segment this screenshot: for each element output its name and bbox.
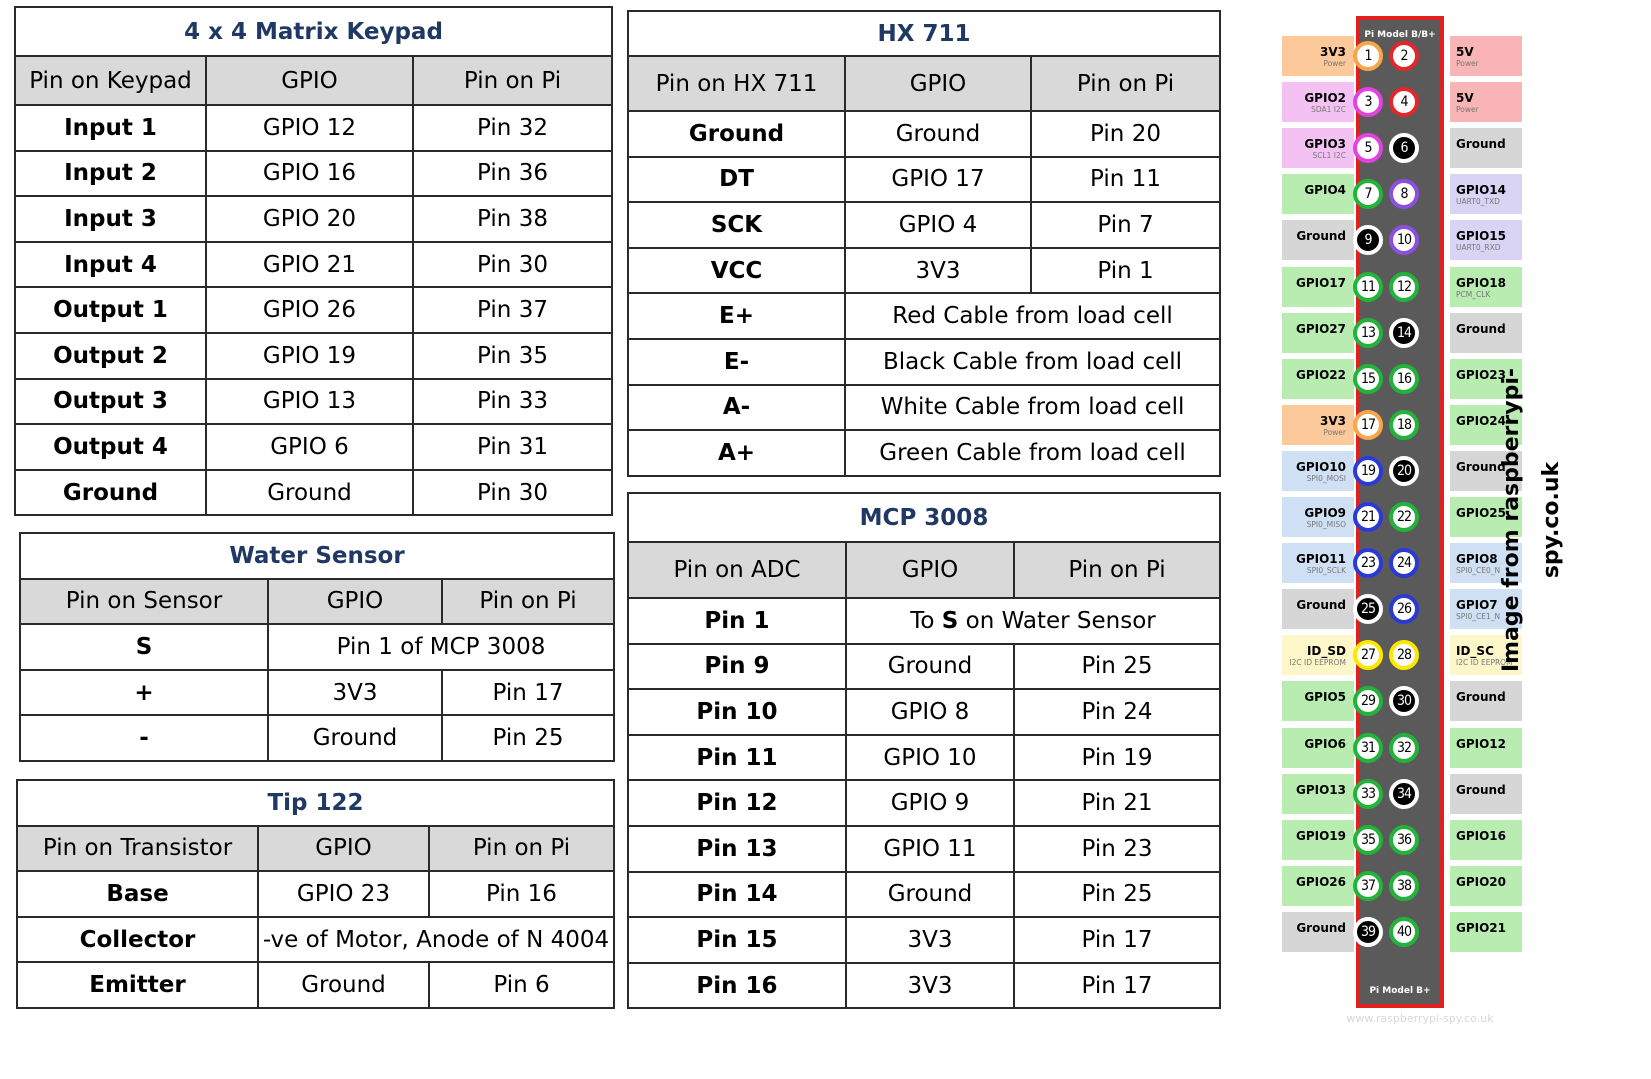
pin-37: 37 (1353, 871, 1383, 901)
pin-38: 38 (1389, 871, 1419, 901)
pin-39: 39 (1353, 917, 1383, 947)
keypad-pin-cell: Output 3 (15, 379, 206, 425)
pin-31: 31 (1353, 733, 1383, 763)
pin-name: Ground (1296, 920, 1346, 935)
pin-name: GPIO15 (1456, 229, 1507, 244)
water-pin-cell: + (20, 670, 268, 716)
pin-function: SPI0_CE0_N (1456, 566, 1501, 576)
mcp-gpio-cell: GPIO 11 (846, 826, 1014, 872)
pin-function: SPI0_CE1_N (1456, 612, 1501, 622)
keypad-table (14, 6, 613, 516)
keypad-pin-cell: Output 1 (15, 287, 206, 333)
tip-pin-cell: Emitter (17, 962, 258, 1008)
table-row (628, 735, 1220, 781)
pin-function: UART0_TXD (1456, 197, 1500, 207)
table-row (17, 917, 614, 963)
watermark-text: www.raspberrypi-spy.co.uk (1346, 1012, 1494, 1025)
hx711-table (627, 10, 1221, 477)
mcp-pi-cell: Pin 25 (1014, 872, 1220, 918)
mcp-pin-cell: Pin 10 (628, 689, 846, 735)
pin-label-left (1282, 267, 1354, 307)
pin-function: Power (1323, 427, 1346, 437)
pin-label-left (1282, 128, 1354, 168)
keypad-pi-cell: Pin 31 (413, 424, 612, 470)
pin-23: 23 (1353, 548, 1383, 578)
pin-22: 22 (1389, 502, 1419, 532)
hx-pi-cell: Pin 20 (1031, 111, 1220, 157)
pin-name: GPIO11 (1295, 552, 1346, 567)
hx-cable-cell: Red Cable from load cell (845, 293, 1220, 339)
pin-29: 29 (1353, 686, 1383, 716)
hx-header-gpio: GPIO (845, 56, 1031, 111)
pin-name: GPIO7 (1456, 598, 1498, 613)
pin-name: GPIO10 (1295, 459, 1346, 474)
pin-function: PCM_CLK (1456, 289, 1491, 299)
pin-5: 5 (1353, 133, 1383, 163)
hx-pin-cell: Ground (628, 111, 845, 157)
pin-name: 5V (1456, 45, 1474, 59)
pin-32: 32 (1389, 733, 1419, 763)
pin-7: 7 (1353, 179, 1383, 209)
tip-pi-cell: Pin 16 (429, 871, 614, 917)
pin-2: 2 (1389, 41, 1419, 71)
pin-name: ID_SD (1306, 644, 1346, 659)
pin-function: SPI0_MOSI (1306, 473, 1346, 483)
pin-function: SPI0_SCLK (1306, 566, 1346, 576)
table-row (628, 430, 1220, 476)
mcp-connection-cell (846, 598, 1220, 644)
hx-pi-cell: Pin 7 (1031, 202, 1220, 248)
pin-function: I2C ID EEPROM (1289, 658, 1346, 668)
pin-name: GPIO8 (1456, 552, 1498, 567)
mcp-pin-cell: Pin 1 (628, 598, 846, 644)
hx-gpio-cell: GPIO 17 (845, 157, 1031, 203)
hx-pin-cell: VCC (628, 248, 845, 294)
pin-name: GPIO5 (1304, 690, 1346, 705)
tip-header-gpio: GPIO (258, 826, 429, 872)
table-row (15, 242, 612, 288)
pin-label-left (1282, 543, 1354, 583)
pin-label-right (1450, 174, 1522, 214)
table-row (628, 963, 1220, 1009)
pin-4: 4 (1389, 87, 1419, 117)
keypad-gpio-cell: Ground (206, 470, 413, 516)
table-row (20, 624, 614, 670)
table-row (628, 202, 1220, 248)
keypad-gpio-cell: GPIO 6 (206, 424, 413, 470)
tip-pin-cell: Collector (17, 917, 258, 963)
pin-label-left (1282, 774, 1354, 814)
table-row (15, 424, 612, 470)
pin-name: GPIO9 (1304, 506, 1346, 520)
keypad-gpio-cell: GPIO 16 (206, 151, 413, 197)
keypad-gpio-cell: GPIO 19 (206, 333, 413, 379)
pin-name: GPIO13 (1295, 782, 1346, 797)
mcp-pi-cell: Pin 17 (1014, 963, 1220, 1009)
hx-pi-cell: Pin 1 (1031, 248, 1220, 294)
mcp-gpio-cell: Ground (846, 644, 1014, 690)
pin-label-left (1282, 36, 1354, 76)
hx-pin-cell: SCK (628, 202, 845, 248)
hx-gpio-cell: Ground (845, 111, 1031, 157)
pin-label-left (1282, 912, 1354, 952)
pin-name: GPIO18 (1456, 275, 1507, 290)
keypad-pi-cell: Pin 38 (413, 196, 612, 242)
keypad-header-gpio: GPIO (206, 56, 413, 105)
pin-label-right (1450, 774, 1522, 814)
pin-26: 26 (1389, 594, 1419, 624)
board-top-label: Pi Model B/B+ (1364, 30, 1436, 40)
mcp-gpio-cell: 3V3 (846, 917, 1014, 963)
mcp-gpio-cell: GPIO 9 (846, 780, 1014, 826)
pin-18: 18 (1389, 410, 1419, 440)
table-row (628, 385, 1220, 431)
water-pin-cell: S (20, 624, 268, 670)
table-row (628, 689, 1220, 735)
table-row (17, 962, 614, 1008)
pin-function: UART0_RXD (1456, 243, 1501, 253)
pin-name: 3V3 (1320, 45, 1346, 59)
hx-cable-cell: Black Cable from load cell (845, 339, 1220, 385)
water-header-pi: Pin on Pi (442, 579, 614, 625)
pin-label-right (1450, 220, 1522, 260)
mcp-connection-post: on Water Sensor (958, 607, 1156, 634)
mcp-pin-cell: Pin 13 (628, 826, 846, 872)
table-row (628, 780, 1220, 826)
hx-title: HX 711 (628, 11, 1220, 56)
pin-label-right (1450, 36, 1522, 76)
pin-label-left (1282, 681, 1354, 721)
pin-1: 1 (1353, 41, 1383, 71)
water-pin-cell: - (20, 715, 268, 761)
mcp-header-pi: Pin on Pi (1014, 542, 1220, 598)
pin-name: Ground (1296, 229, 1346, 244)
pin-name: GPIO16 (1456, 828, 1507, 843)
pin-27: 27 (1353, 640, 1383, 670)
pin-label-left (1282, 866, 1354, 906)
tip-gpio-cell: Ground (258, 962, 429, 1008)
table-row (628, 644, 1220, 690)
pin-name: GPIO14 (1456, 183, 1507, 198)
pin-label-left (1282, 728, 1354, 768)
pin-name: Ground (1456, 321, 1506, 336)
keypad-pi-cell: Pin 32 (413, 105, 612, 151)
pin-label-left (1282, 82, 1354, 122)
pin-label-left (1282, 497, 1354, 537)
pin-function: SDA1 I2C (1311, 105, 1346, 115)
pin-13: 13 (1353, 318, 1383, 348)
pin-label-right (1450, 912, 1522, 952)
hx-pin-cell: A- (628, 385, 845, 431)
table-row (628, 111, 1220, 157)
tip-gpio-cell: GPIO 23 (258, 871, 429, 917)
keypad-pi-cell: Pin 30 (413, 470, 612, 516)
pin-15: 15 (1353, 364, 1383, 394)
pin-30: 30 (1389, 686, 1419, 716)
pin-12: 12 (1389, 272, 1419, 302)
pin-name: GPIO12 (1456, 736, 1507, 751)
table-row (628, 248, 1220, 294)
water-gpio-cell: 3V3 (268, 670, 442, 716)
pin-name: GPIO27 (1295, 321, 1346, 336)
pin-name: GPIO6 (1304, 736, 1346, 751)
pin-11: 11 (1353, 272, 1383, 302)
pin-function: I2C ID EEPROM (1456, 658, 1513, 668)
table-row (15, 379, 612, 425)
table-row (628, 872, 1220, 918)
pin-24: 24 (1389, 548, 1419, 578)
mcp-header-gpio: GPIO (846, 542, 1014, 598)
keypad-pin-cell: Output 4 (15, 424, 206, 470)
pin-16: 16 (1389, 364, 1419, 394)
tip-connection-cell: -ve of Motor, Anode of N 4004 (258, 917, 614, 963)
hx-pin-cell: E- (628, 339, 845, 385)
pin-19: 19 (1353, 456, 1383, 486)
pin-17: 17 (1353, 410, 1383, 440)
pin-6: 6 (1389, 133, 1419, 163)
keypad-title: 4 x 4 Matrix Keypad (15, 7, 612, 56)
mcp-pi-cell: Pin 19 (1014, 735, 1220, 781)
keypad-pin-cell: Ground (15, 470, 206, 516)
hx-header-pi: Pin on Pi (1031, 56, 1220, 111)
water-gpio-cell: Ground (268, 715, 442, 761)
hx-header-pin: Pin on HX 711 (628, 56, 845, 111)
mcp-header-pin: Pin on ADC (628, 542, 846, 598)
pin-name: GPIO3 (1304, 137, 1346, 152)
table-row (628, 293, 1220, 339)
table-row (15, 287, 612, 333)
table-row (628, 826, 1220, 872)
pin-name: GPIO4 (1304, 183, 1346, 198)
pin-3: 3 (1353, 87, 1383, 117)
keypad-gpio-cell: GPIO 13 (206, 379, 413, 425)
table-row (20, 715, 614, 761)
mcp-gpio-cell: GPIO 10 (846, 735, 1014, 781)
pin-name: GPIO23 (1456, 367, 1507, 382)
mcp-pin-cell: Pin 15 (628, 917, 846, 963)
pin-name: 5V (1456, 91, 1474, 106)
hx-pin-cell: DT (628, 157, 845, 203)
table-row (15, 470, 612, 516)
pin-label-left (1282, 589, 1354, 629)
keypad-gpio-cell: GPIO 21 (206, 242, 413, 288)
hx-cable-cell: Green Cable from load cell (845, 430, 1220, 476)
pin-label-left (1282, 635, 1354, 675)
table-row (15, 151, 612, 197)
mcp-pi-cell: Pin 21 (1014, 780, 1220, 826)
pin-label-left (1282, 359, 1354, 399)
mcp-pi-cell: Pin 25 (1014, 644, 1220, 690)
water-pi-cell: Pin 17 (442, 670, 614, 716)
pin-name: Ground (1296, 598, 1346, 613)
tip-pin-cell: Base (17, 871, 258, 917)
water-header-gpio: GPIO (268, 579, 442, 625)
table-row (20, 670, 614, 716)
pin-function: SCL1 I2C (1312, 151, 1346, 161)
mcp-pi-cell: Pin 24 (1014, 689, 1220, 735)
keypad-header-pi: Pin on Pi (413, 56, 612, 105)
pin-name: GPIO26 (1295, 874, 1346, 889)
pin-label-right (1450, 128, 1522, 168)
keypad-pin-cell: Input 3 (15, 196, 206, 242)
pin-name: GPIO25 (1456, 506, 1507, 520)
pin-label-left (1282, 405, 1354, 445)
table-row (15, 196, 612, 242)
water-header-pin: Pin on Sensor (20, 579, 268, 625)
pin-14: 14 (1389, 318, 1419, 348)
keypad-gpio-cell: GPIO 20 (206, 196, 413, 242)
keypad-gpio-cell: GPIO 26 (206, 287, 413, 333)
mcp-pin-cell: Pin 14 (628, 872, 846, 918)
pin-8: 8 (1389, 179, 1419, 209)
mcp-pin-cell: Pin 9 (628, 644, 846, 690)
mcp-title: MCP 3008 (628, 493, 1220, 542)
pin-name: ID_SC (1456, 644, 1494, 659)
mcp-gpio-cell: GPIO 8 (846, 689, 1014, 735)
table-row (628, 157, 1220, 203)
mcp-pin-cell: Pin 16 (628, 963, 846, 1009)
water-connection-cell: Pin 1 of MCP 3008 (268, 624, 614, 670)
pin-label-right (1450, 728, 1522, 768)
keypad-pin-cell: Output 2 (15, 333, 206, 379)
table-row (15, 105, 612, 151)
pin-name: GPIO20 (1456, 874, 1507, 889)
mcp3008-table (627, 492, 1221, 1009)
pin-name: Ground (1456, 137, 1506, 152)
water-pi-cell: Pin 25 (442, 715, 614, 761)
pin-label-right (1450, 820, 1522, 860)
pin-function: Power (1456, 59, 1479, 68)
pin-function: Power (1456, 105, 1479, 115)
keypad-pi-cell: Pin 30 (413, 242, 612, 288)
keypad-pi-cell: Pin 36 (413, 151, 612, 197)
hx-pin-cell: A+ (628, 430, 845, 476)
mcp-gpio-cell: 3V3 (846, 963, 1014, 1009)
pin-40: 40 (1389, 917, 1419, 947)
board-bottom-label: Pi Model B+ (1369, 986, 1431, 996)
table-row (17, 871, 614, 917)
hx-pi-cell: Pin 11 (1031, 157, 1220, 203)
hx-pin-cell: E+ (628, 293, 845, 339)
pin-label-left (1282, 174, 1354, 214)
pin-25: 25 (1353, 594, 1383, 624)
pin-34: 34 (1389, 779, 1419, 809)
pin-21: 21 (1353, 502, 1383, 532)
pin-label-right (1450, 866, 1522, 906)
gpio-header-diagram (1282, 14, 1522, 1014)
pin-label-left (1282, 220, 1354, 260)
tip122-table (16, 779, 615, 1009)
pin-9: 9 (1353, 225, 1383, 255)
pin-name: GPIO19 (1295, 828, 1346, 843)
pin-name: GPIO2 (1304, 91, 1346, 106)
pin-36: 36 (1389, 825, 1419, 855)
pin-name: GPIO21 (1456, 920, 1507, 935)
pin-function: SPI0_MISO (1306, 520, 1346, 529)
pin-name: GPIO17 (1295, 275, 1346, 290)
mcp-pin-cell: Pin 11 (628, 735, 846, 781)
keypad-header-pin: Pin on Keypad (15, 56, 206, 105)
tip-pi-cell: Pin 6 (429, 962, 614, 1008)
water-sensor-table (19, 532, 615, 762)
pin-20: 20 (1389, 456, 1419, 486)
hx-gpio-cell: 3V3 (845, 248, 1031, 294)
table-row (628, 917, 1220, 963)
table-row (628, 339, 1220, 385)
mcp-gpio-cell: Ground (846, 872, 1014, 918)
pin-28: 28 (1389, 640, 1419, 670)
pin-label-left (1282, 820, 1354, 860)
keypad-pi-cell: Pin 37 (413, 287, 612, 333)
tip-header-pin: Pin on Transistor (17, 826, 258, 872)
keypad-pi-cell: Pin 35 (413, 333, 612, 379)
pin-35: 35 (1353, 825, 1383, 855)
pin-label-left (1282, 313, 1354, 353)
keypad-pin-cell: Input 1 (15, 105, 206, 151)
pin-function: Power (1323, 59, 1346, 68)
pin-name: Ground (1456, 782, 1506, 797)
pin-name: GPIO24 (1456, 413, 1507, 428)
pin-name: GPIO22 (1295, 367, 1346, 382)
keypad-pin-cell: Input 2 (15, 151, 206, 197)
image-credit: Image from raspberrypi-spy.co.uk (1499, 367, 1564, 673)
hx-gpio-cell: GPIO 4 (845, 202, 1031, 248)
pin-label-right (1450, 267, 1522, 307)
table-row (628, 598, 1220, 644)
pin-name: Ground (1456, 459, 1506, 474)
keypad-pin-cell: Input 4 (15, 242, 206, 288)
pin-name: 3V3 (1320, 413, 1346, 428)
tip-title: Tip 122 (17, 780, 614, 826)
pin-label-left (1282, 451, 1354, 491)
mcp-pi-cell: Pin 17 (1014, 917, 1220, 963)
pin-33: 33 (1353, 779, 1383, 809)
pin-10: 10 (1389, 225, 1419, 255)
mcp-connection-bold: S (941, 607, 959, 634)
mcp-pin-cell: Pin 12 (628, 780, 846, 826)
pin-name: Ground (1456, 690, 1506, 705)
pin-label-right (1450, 82, 1522, 122)
water-title: Water Sensor (20, 533, 614, 579)
keypad-gpio-cell: GPIO 12 (206, 105, 413, 151)
keypad-pi-cell: Pin 33 (413, 379, 612, 425)
table-row (15, 333, 612, 379)
mcp-pi-cell: Pin 23 (1014, 826, 1220, 872)
tip-header-pi: Pin on Pi (429, 826, 614, 872)
hx-cable-cell: White Cable from load cell (845, 385, 1220, 431)
mcp-connection-pre: To (910, 607, 942, 634)
